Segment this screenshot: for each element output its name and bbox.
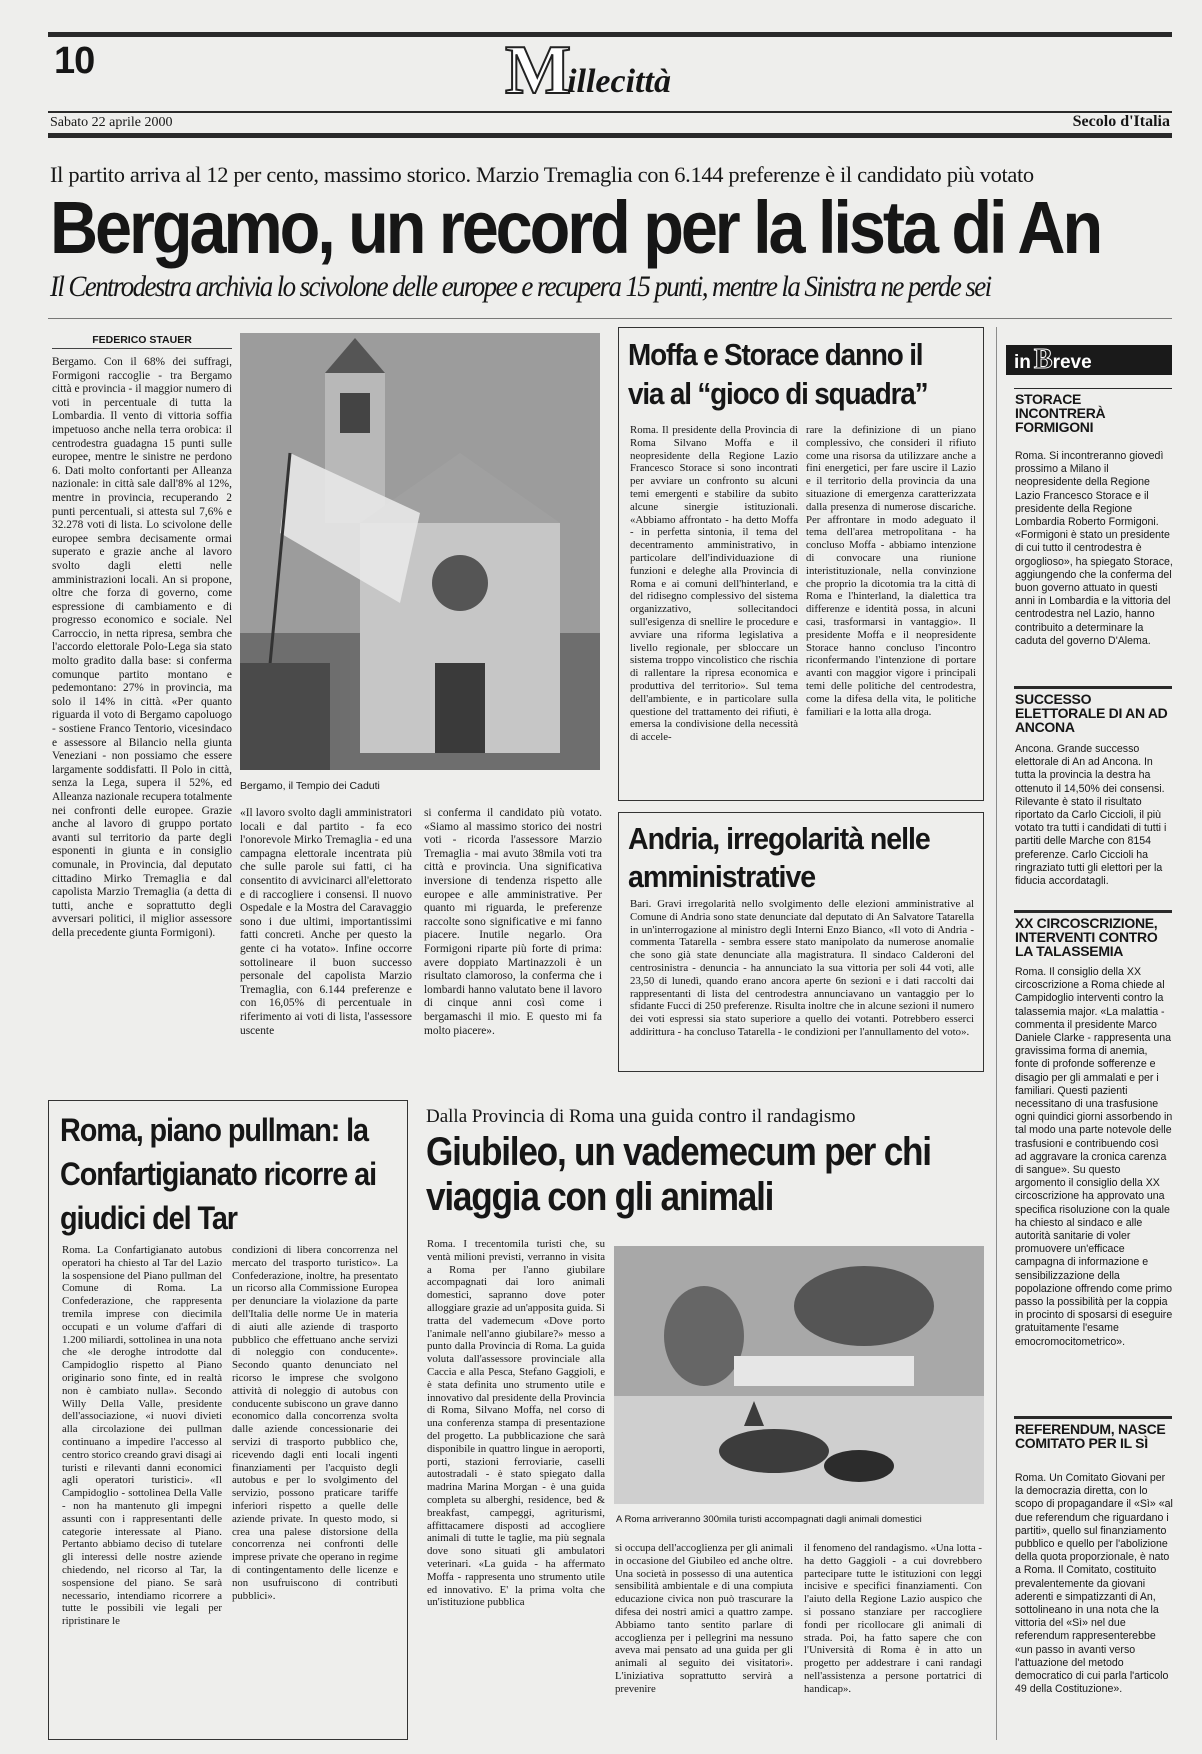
brief-3-title: XX CIRCOSCRIZIONE, INTERVENTI CONTRO LA TALASSEMIA [1015,915,1158,959]
pullman-column-1: Roma. La Confartigianato autobus operatori ha chiesto al Tar del Lazio la sospensione del Piano pullman del Comune di Roma. La Confederazione, che rappresenta tremila imprese con diecimila occupati e un volume d'affari di 1.200 miliardi, sottolinea in una nota che «le deroghe introdotte dal Campidoglio rispetto al Piano originario sono finte, ed in realtà non è cambiato nulla». Secondo Willy Della Valle, presidente dell'associazione, «i nuovi divieti alla circolazione dei pullman continuano a impedire l'accesso al centro storico creando gravi disagi ai turisti e rilevanti danni economici agli operatori turistici». «Il Campidoglio - sottolinea Della Valle - non ha mantenuto gli impegni assunti con i rappresentanti delle categorie interessate al Piano. Pertanto abbiamo deciso di tutelare gli interessi delle nostre aziende chiedendo, nel ricorso al Tar, la sospensione del piano. Se sarà necessario, intendiamo ricorrere a tutte le possibili vie legali per ripristinare le [62,1244,222,1628]
in-breve-banner [1006,345,1172,375]
moffa-column-1: Roma. Il presidente della Provincia di Roma Silvano Moffa e il neopresidente della Regione Lazio Francesco Storace si sono incontrati per avviare un confronto su alcuni temi emergenti e stabilire da subito alcune sinergie istituzionali. «Abbiamo affrontato - ha detto Moffa - in perfetta sintonia, il tema del decentramento amministrativo, in particolare dell'individuazione di funzioni e deleghe alla Provincia di Roma e ai comuni dell'hinterland, e del ridisegno complessivo del sistema organizzativo, sollecitandoci sull'esigenza di snellire le procedure e avviare una riforma legislativa a livello regionale, per sbloccare un sistema troppo vincolistico che rischia di rallentare la ripresa economica e produttiva del territorio». Sul tema dell'ambiente, e in particolare sulla questione del trattamento dei rifiuti, è emersa la condivisione della necessità di accele- [630,424,798,744]
in-breve-label-rest: reve [1052,352,1092,373]
lead-byline: FEDERICO STAUER [52,334,232,349]
moffa-headline: Moffa e Storace danno il via al “gioco di squadra” [628,337,928,411]
brief-2-body: Ancona. Grande successo elettorale di An ad Ancona. In tutta la provincia la destra ha ottenuto il 14,50% dei consensi. Rilevante è stato il risultato riportato da Carlo Ciccioli, il più votato tra tutti i candidati di tutti i partiti delle Marche con 8154 preferenze. Carlo Ciccioli ha ringraziato tutti gli elettori per la fiducia accordatagli. [1015,743,1167,888]
brief-4-title: REFERENDUM, NASCE COMITATO PER IL SÌ [1015,1421,1166,1451]
brief-3-rule [1014,910,1172,913]
giubileo-column-1: Roma. I trecentomila turisti che, su ventà milioni previsti, verranno in visita a Roma per l'anno giubilare accompagnati dai loro animali domestici, sapranno dove poter alloggiare grazie ad un'apposita guida. Si tratta del vademecum «Dove porto l'animale nell'anno giubilare?» messo a punto dalla Provincia di Roma. La guida voluta dall'assessore provinciale alla Caccia e alla Pesca, Stefano Gaggioli, e è stata definita uno strumento utile e innovativo dal presidente della Provincia di Roma, Silvano Moffa, nel corso di una conferenza stampa di presentazione del progetto. La pubblicazione che sarà disponibile in quattro lingue in aeroporti, porti, stazioni ferroviarie, caselli autostradali - è stato spiegato dalla madrina Marina Morgan - è una guida completa su alberghi, residence, bed & breakfast, campeggi, agriturismi, affittacamere disposti ad accogliere animali di tutte le taglie, ma più segnala dove sono situati gli ambulatori veterinari. «La guida - ha affermato Moffa - rappresenta uno strumento utile ed innovativo. E' la prima volta che un'istituzione pubblica [427,1238,605,1609]
giubileo-headline: Giubileo, un vademecum per chi viaggia con gli animali [426,1130,931,1219]
lead-column-3: si conferma il candidato più votato. «Siamo al massimo storico dei nostri voti - ricorda l'assessore Marzio Tremaglia - mai avuto 38mila voti tra città e provincia. Una significativa inversione di tendenza rispetto alle europee e alle amministrative. Per quanto mi riguarda, le preferenze raccolte sono significative e mi fanno piacere. Inutile negarlo. Ora Formigoni riparte più forte di prima: avere doppiato Martinazzoli è un risultato clamoroso, la conferma che i lombardi hanno valutato bene il lavoro di cinque anni così come i bergamaschi il mio. E questo mi fa molto piacere». [424,807,602,1037]
section-title [505,32,671,109]
andria-headline: Andria, irregolarità nelle amministrative [628,821,930,894]
page-number: 10 [54,40,95,82]
moffa-column-2: rare la definizione di un piano complessivo, che consideri il rifiuto come una risorsa da utilizzare anche a fini energetici, per fare uscire il Lazio e il territorio della provincia da una situazione di emergenza caratterizzata dalla presenza di numerose discariche. Per affrontare in modo adeguato il tema dell'area metropolitana - ha concluso Moffa - abbiamo intenzione di convocare una riunione interistituzionale, nella convinzione che proprio la dicotomia tra la città di Roma e l'hinterland, la dialettica tra differenze e identità possa, in alcuni casi, trasformarsi in vantaggio». Il presidente Moffa e il neopresidente Storace hanno concluso l'incontro riconfermando l'intenzione di portare avanti con maggior vigore i principali temi delle politiche del centrodestra, come la difesa della vita, le politiche familiari e la lotta alla droga. [806,424,976,718]
giubileo-column-3: il fenomeno del randagismo. «Una lotta - ha detto Gaggioli - a cui dovrebbero partecipare tutte le istituzioni con leggi incisive e specifici finanziamenti. Con l'aiuto della Regione Lazio auspico che si possano stanziare per raccogliere fondi per ricollocare gli animali di strada. Poi, ha fatto sapere che con l'Università di Roma è in atto un progetto per addestrare i cani randagi nell'assistenza a persone portatrici di handicap». [804,1542,982,1695]
vertical-divider [996,327,997,1740]
top-rule [48,32,1172,37]
lead-headline: Bergamo, un record per la lista di An [50,186,1101,269]
lead-rule [48,318,1172,319]
lead-kicker: Il partito arriva al 12 per cento, massimo storico. Marzio Tremaglia con 6.144 preferenze è il candidato più votato [50,162,1034,187]
giubileo-photo-dogs [614,1246,984,1504]
lead-column-1: Bergamo. Con il 68% dei suffragi, Formigoni raccoglie - tra Bergamo città e provincia - il maggior numero di voti in percentuale di tutta la Lombardia. Il vento di vittoria soffia impetuoso anche nella terra orobica: il centrodestra guadagna 15 punti sulle europee, mentre le sinistre ne perdono 6. Dati molto confortanti per Alleanza nazionale: in città sale dall'8% al 12%, mentre in provincia, recuperando 2 punti percentuali, si attesta sul 7,6% e 32.278 voti di lista. Lo scivolone delle europee sembra decisamente ormai superato e grazie anche al lavoro svolto dagli eletti nelle amministrazioni locali. An si propone, oltre che forza di governo, come espressione di cambiamento e di progresso economico e sociale. Nel Carroccio, in netta ripresa, sembra che l'accordo elettorale Polo-Lega sia stato molto gradito dalla base: si conferma comunque partito montano e pedemontano: 27% in provincia, ma solo il 14% in città. «Per quanto riguarda il voto di Bergamo capoluogo - sostiene Franco Tentorio, vicesindaco e assessore al Bilancio nella giunta Veneziani - non possiamo che essere largamente soddisfatti. Il Polo in città, senza la Lega, supera il 52%, ed Alleanza nazionale recupera totalmente nei confronti delle europee. Grazie anche al lavoro di gruppo portato avanti sul territorio da parte degli esponenti in giunta e in consiglio comunale, in Provincia, dal deputato cittadino Mirko Tremaglia e dal capolista Marzio Tremaglia (a detta di tutti, anche e soprattutto degli avversari politici, il miglior assessore della precedente giunta Formigoni). [52,356,232,939]
lead-photo-caption: Bergamo, il Tempio dei Caduti [240,780,380,792]
pullman-headline: Roma, piano pullman: la Confartigianato ricorre ai giudici del Tar [60,1112,376,1236]
brief-2-rule [1014,686,1172,689]
giubileo-column-2: si occupa dell'accoglienza per gli animali in occasione del Giubileo ed anche oltre. Una società in possesso di una autentica sensibilità ambientale e di una compiuta educazione civica non può trascurare la difesa dei nostri amici a quattro zampe. Abbiamo tanto sentito parlare di accoglienza per i pellegrini ma nessuno aveva mai pensato ad una guida per gli animali al seguito dei visitatori». L'iniziativa soprattutto servirà a prevenire [615,1542,793,1695]
brief-4-rule [1014,1416,1172,1419]
section-title-rest: illecittà [567,63,671,100]
masthead-rule [48,111,1172,113]
section-title-initial: M [505,32,572,109]
giubileo-kicker: Dalla Provincia di Roma una guida contro il randagismo [426,1106,856,1127]
brief-2-title: SUCCESSO ELETTORALE DI AN AD ANCONA [1015,691,1168,735]
brief-1-rule [1014,388,1172,389]
lead-photo-tempio [240,333,600,770]
issue-date: Sabato 22 aprile 2000 [50,115,173,130]
lead-subheadline: Il Centrodestra archivia lo scivolone delle europee e recupera 15 punti, mentre la Sinistra ne perde sei [50,270,991,303]
masthead-rule-bottom [48,133,1172,138]
dogs-illustration [614,1246,984,1504]
andria-body: Bari. Gravi irregolarità nello svolgimento delle elezioni amministrative al Comune di Andria sono state denunciate dal deputato di An Salvatore Tatarella in un'interrogazione al ministro degli Interni Enzo Bianco, «Il voto di Andria - commenta Tatarella - sembra essere stato manipolato da numerose anomalie che sono già state denunciate alla magistratura. Il sindaco Calderoni del centrosinistra - denuncia - ha annunciato la sua vittoria per soli 44 voti, alle 23,50 di lunedì, quando erano ancora aperte 6n sezioni e i dati raccolti dai rappresentanti di lista del centrodestra annunciavano un vantaggio per lo sfidante Fucci di 250 preferenze. Risulta inoltre che in alcune sezioni il numero dei voti espressi sia stato superiore a quello dei votanti. Potrebbero esserci addirittura - ha concluso Tatarella - le condizioni per l'annullamento del voto». [630,898,974,1038]
newspaper-name: Secolo d'Italia [1072,113,1170,130]
in-breve-label-in: in [1014,352,1031,373]
brief-3-body: Roma. Il consiglio della XX circoscrizione a Roma chiede al Campidoglio interventi contro la talassemia major. «La malattia - commenta il presidente Marco Daniele Clarke - rappresenta una gravissima forma di anemia, fonte di profonde sofferenze e disagio per gli ammalati e per i familiari. Questi pazienti necessitano di una trasfusione ogni quindici giorni assorbendo in tal modo una parte notevole delle trasfusioni e contribuendo così ad aggravare la cronica carenza di sangue». Su questo argomento il consiglio della XX circoscrizione ha approvato una specifica risoluzione con la quale ha chiesto al sindaco e alle autorità sanitarie di voler promuovere un'efficace campagna di informazione e sensibilizzazione della popolazione offrendo come primo passo la possibilità per la coppia in procinto di sposarsi di eseguire gratuitamente l'esame emocromocitometrico». [1015,966,1173,1348]
brief-1-body: Roma. Si incontreranno giovedì prossimo a Milano il neopresidente della Regione Lazio Francesco Storace e il presidente della Regione Lombardia Roberto Formigoni. «Formigoni è stato un presidente di cui tutto il centrodestra è orgoglioso», ha spiegato Storace, aggiungendo che la conferma del buon governo attuato in questi anni in Lombardia e la vittoria del centrodestra nel Lazio, hanno contribuito a determinare la caduta del governo D'Alema. [1015,450,1173,647]
giubileo-photo-caption: A Roma arriveranno 300mila turisti accompagnati dagli animali domestici [616,1514,922,1525]
church-illustration [240,333,600,770]
lead-column-2: «Il lavoro svolto dagli amministratori locali e dal partito - fa eco l'onorevole Mirko Tremaglia - ed una campagna elettorale incentrata più che sulle parole sui fatti, ci ha consentito di avvicinarci all'elettorato e di raccogliere i consensi. Il nuovo Ospedale e la Mostra del Caravaggio sono i due ultimi, importantissimi fatti concreti. Anche per questo la gente ci ha votato». Infine occorre sottolineare il buon successo personale del capolista Marzio Tremaglia, con 6.144 preferenze e con 16,05% di percentuale in riferimento ai voti di lista, l'assessore uscente [240,807,412,1037]
brief-4-body: Roma. Un Comitato Giovani per la democrazia diretta, con lo scopo di propagandare il «Sì» «al due referendum che riguardano i partiti», quello sul finanziamento pubblico e quello per l'abolizione della quota proporzionale, è nato a Roma. Il Comitato, costituito prevalentemente da giovani aderenti e simpatizzanti di An, sottolineano in una nota che la vittoria del «Sì» nel due referendum rappresenterebbe «un passo in avanti verso l'attuazione del metodo democratico di cui parla l'articolo 49 della Costituzione». [1015,1472,1173,1696]
pullman-column-2: condizioni di libera concorrenza nel mercato del trasporto turistico». La Confederazione, inoltre, ha presentato un ricorso alla Commissione Europea per denunciare la violazione da parte dell'Italia delle norme Ue in materia di aiuti alle aziende di trasporto pubblico che effettuano anche servizi di noleggio con conducente». Secondo quanto denunciato nel ricorso le imprese che svolgono attività di noleggio di autobus con conducente subiscono un grave danno economico dalla concorrenza svolta dalle aziende concessionarie dei servizi di trasporto pubblico che, ricevendo dagli enti locali ingenti finanziamenti per l'acquisto degli autobus e per lo svolgimento del servizio, possono praticare tariffe inferiori rispetto a quelle delle aziende private. In questo modo, si crea una palese distorsione della concorrenza nei confronti delle imprese private che operano in regime di contingentamento delle licenze e non usufruiscono di contributi pubblici». [232,1244,398,1602]
in-breve-label-b: B [1033,344,1053,375]
brief-1-title: STORACE INCONTRERÀ FORMIGONI [1015,391,1106,435]
